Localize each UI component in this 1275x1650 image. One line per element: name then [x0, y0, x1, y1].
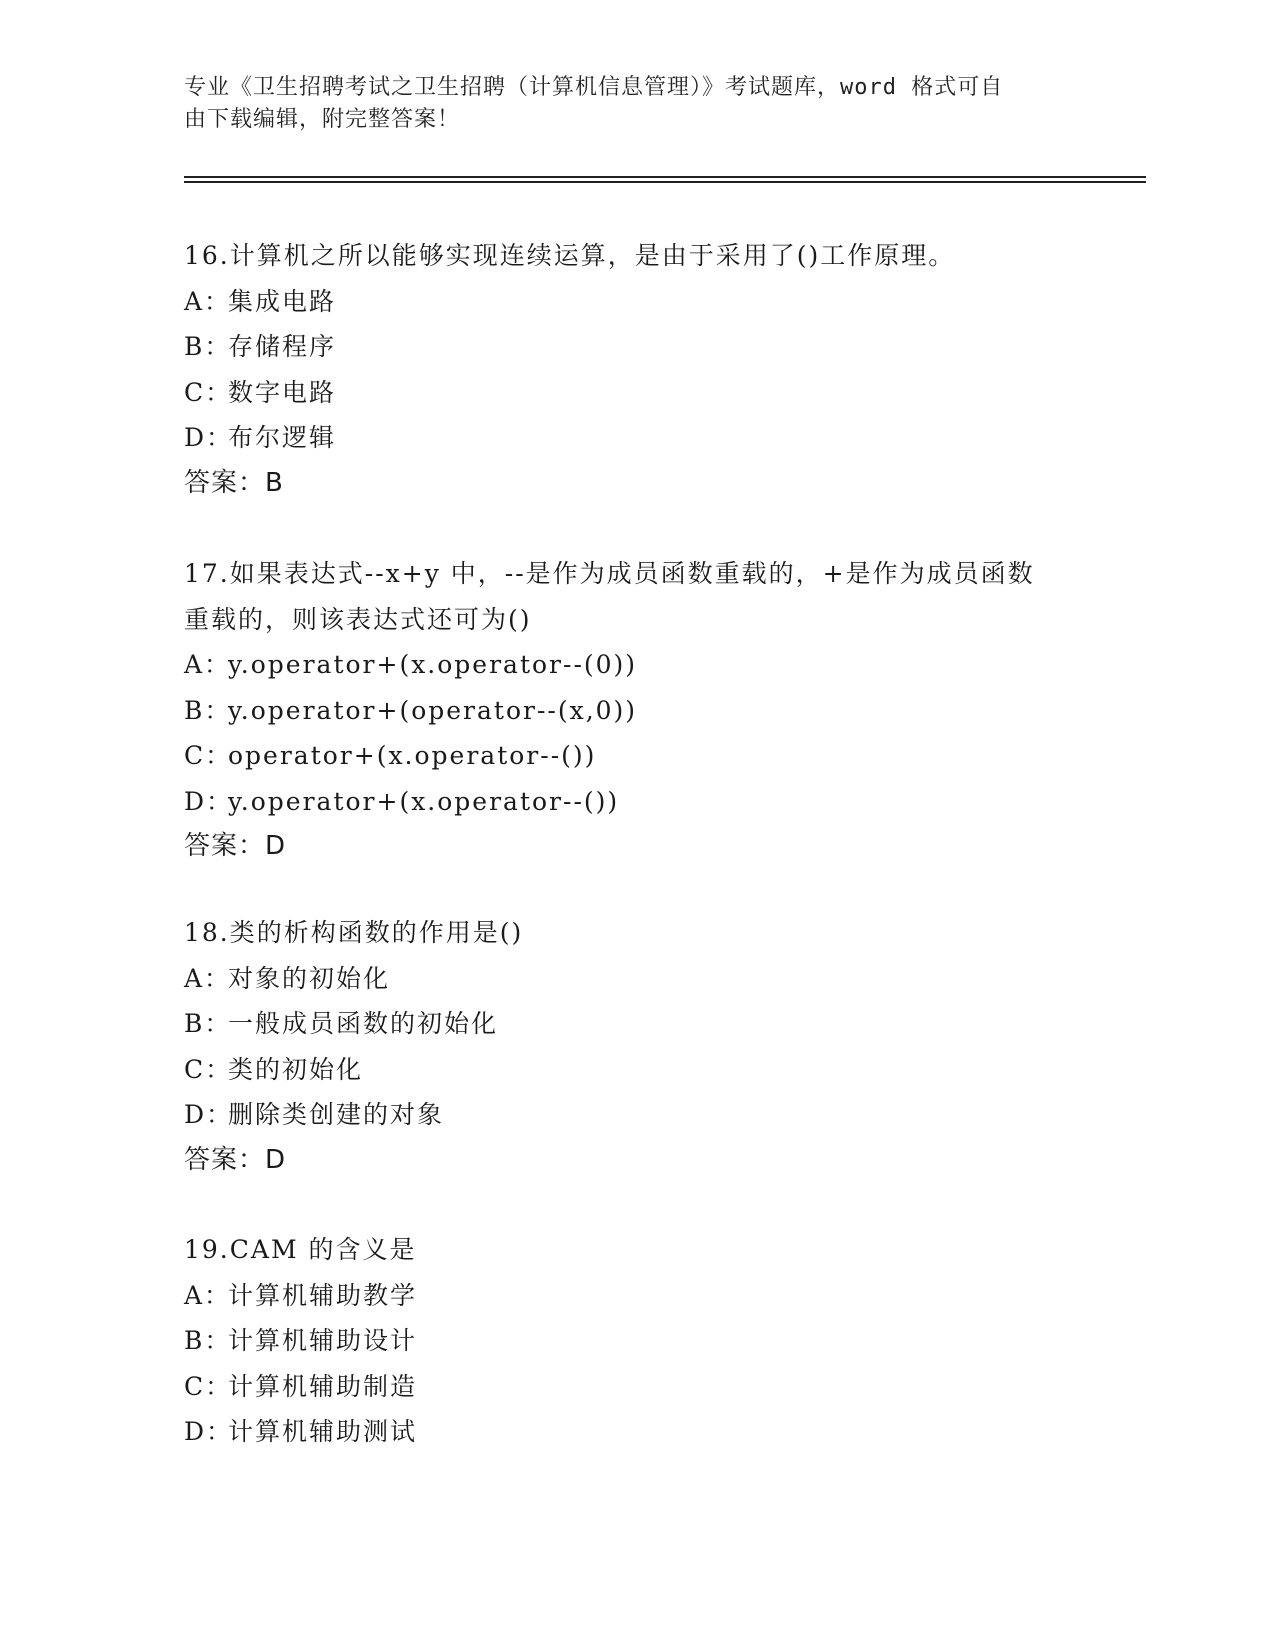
option-key: C： [184, 377, 233, 407]
question-17 [184, 551, 1084, 870]
option-text: 计算机辅助教学 [228, 1280, 418, 1310]
option-b [184, 1318, 1084, 1364]
option-key: D： [184, 786, 234, 816]
option-text: y.operator+(operator--(x,0)) [228, 695, 638, 725]
option-a [184, 279, 1084, 325]
option-key: A： [184, 650, 232, 679]
option-key: D： [184, 1100, 234, 1129]
question-18 [184, 910, 1084, 1183]
question-stem: 16.计算机之所以能够实现连续运算，是由于采用了()工作原理。 [184, 241, 956, 270]
header-divider-bottom [184, 181, 1146, 183]
option-b [184, 688, 1084, 734]
header-line-2: 由下载编辑，附完整答案！ [184, 107, 461, 132]
option-c [184, 370, 1084, 416]
option-key: D： [184, 1417, 234, 1446]
option-text: 计算机辅助设计 [228, 1326, 418, 1355]
option-b [184, 1001, 1084, 1047]
option-text: y.operator+(x.operator--()) [228, 786, 620, 816]
option-key: B： [184, 332, 232, 361]
option-d [184, 415, 1084, 461]
option-text: 集成电路 [228, 286, 337, 316]
option-key: C： [184, 1371, 233, 1401]
answer-line: 答案：D [184, 831, 287, 861]
answer-line: 答案：D [184, 1144, 287, 1175]
option-text: 布尔逻辑 [228, 423, 337, 452]
option-c [184, 1364, 1084, 1410]
option-key: D： [184, 423, 234, 452]
question-19 [184, 1227, 1084, 1455]
option-c [184, 1047, 1084, 1093]
option-text: 计算机辅助测试 [228, 1417, 418, 1446]
header-divider-top [184, 176, 1146, 178]
option-text: 一般成员函数的初始化 [228, 1009, 499, 1038]
question-stem-continued: 重载的，则该表达式还可为() [184, 604, 532, 634]
option-d [184, 779, 1084, 825]
option-b [184, 324, 1084, 370]
option-text: operator+(x.operator--()) [228, 741, 597, 770]
option-key: A： [184, 1280, 232, 1310]
option-a [184, 642, 1084, 688]
option-a [184, 956, 1084, 1002]
option-key: A： [184, 963, 232, 993]
option-key: C： [184, 741, 233, 770]
option-text: 类的初始化 [228, 1054, 364, 1084]
option-text: 删除类创建的对象 [228, 1100, 445, 1129]
option-d [184, 1409, 1084, 1455]
option-text: y.operator+(x.operator--(0)) [228, 650, 638, 679]
option-text: 对象的初始化 [228, 963, 391, 993]
option-text: 计算机辅助制造 [228, 1371, 418, 1401]
option-text: 数字电路 [228, 377, 337, 407]
option-c [184, 733, 1084, 779]
option-a [184, 1273, 1084, 1319]
option-key: B： [184, 695, 232, 725]
option-key: C： [184, 1054, 233, 1084]
question-stem: 19.CAM 的含义是 [184, 1235, 417, 1264]
header-line-1: 专业《卫生招聘考试之卫生招聘（计算机信息管理）》考试题库，word 格式可自 [184, 75, 1004, 100]
question-16 [184, 233, 1084, 506]
option-key: A： [184, 286, 232, 316]
question-stem: 17.如果表达式--x+y 中，--是作为成员函数重载的，+是作为成员函数 [184, 559, 1035, 588]
option-key: B： [184, 1009, 232, 1038]
question-stem: 18.类的析构函数的作用是() [184, 918, 524, 947]
document-header [184, 72, 1064, 136]
option-key: B： [184, 1326, 232, 1355]
answer-line: 答案：B [184, 467, 284, 498]
option-text: 存储程序 [228, 332, 337, 361]
option-d [184, 1092, 1084, 1138]
